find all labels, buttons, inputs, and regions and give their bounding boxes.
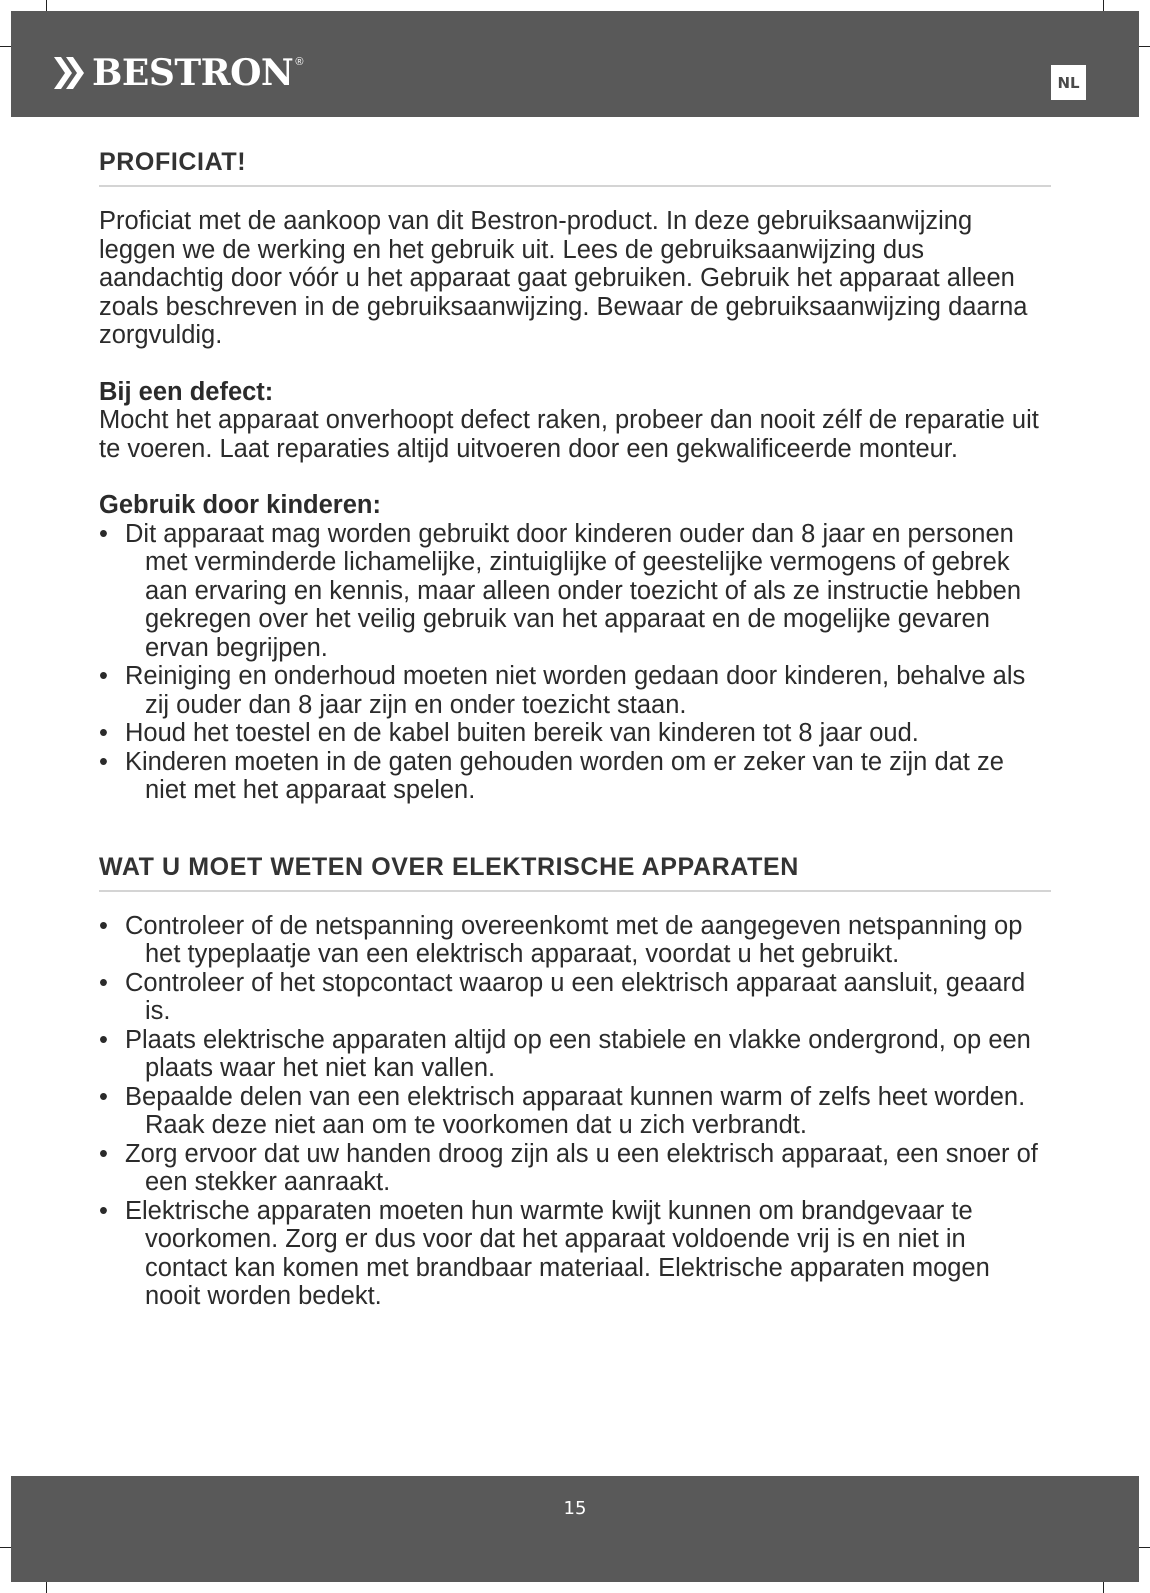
children-list: [99, 520, 1051, 805]
list-item: • Houd het toestel en de kabel buiten bereik van kinderen tot 8 jaar oud.: [99, 719, 919, 747]
section-title-electrical: WAT U MOET WETEN OVER ELEKTRISCHE APPARATEN: [99, 853, 1051, 892]
registered-mark: ®: [295, 56, 304, 68]
brand-logo: [52, 48, 303, 98]
defect-heading: Bij een defect:: [99, 377, 274, 406]
list-item: • Dit apparaat mag worden gebruikt door kinderen ouder dan 8 jaar en personen met verminderde lichamelijke, zintuiglijke of geestelijke vermogens of gebrek aan ervaring en kennis, maar alleen onder toezicht of als ze instructie hebben gekregen over het veilig gebruik van het apparaat en de mogelijke gevaren ervan begrijpen.: [99, 519, 1022, 662]
brand-name: BESTRON: [92, 52, 294, 94]
list-item: • Zorg ervoor dat uw handen droog zijn als u een elektrisch apparaat, een snoer of een stekker aanraakt.: [99, 1139, 1038, 1196]
list-item: • Elektrische apparaten moeten hun warmte kwijt kunnen om brandgevaar te voorkomen. Zorg er dus voor dat het apparaat voldoende vrij is en niet in contact kan komen met brandbaar materiaal. Elektrische apparaten mogen nooit worden bedekt.: [99, 1196, 990, 1310]
intro-paragraph: Proficiat met de aankoop van dit Bestron-product. In deze gebruiksaanwijzing leggen we de werking en het gebruik uit. Lees de gebruiksaanwijzing dus aandachtig door vóór u het apparaat gaat gebruiken. Gebruik het apparaat alleen zoals beschreven in de gebruiksaanwijzing. Bewaar de gebruiksaanwijzing daarna zorgvuldig.: [99, 207, 1028, 349]
section-title-proficiat: PROFICIAT!: [99, 148, 1051, 187]
list-item: • Controleer of de netspanning overeenkomt met de aangegeven netspanning op het typeplaatje van een elektrisch apparaat, voordat u het gebruikt.: [99, 911, 1023, 968]
list-item: • Controleer of het stopcontact waarop u een elektrisch apparaat aansluit, geaard is.: [99, 968, 1026, 1025]
page-number: 15: [563, 1498, 587, 1519]
children-heading: Gebruik door kinderen:: [99, 491, 381, 519]
list-item: • Plaats elektrische apparaten altijd op een stabiele en vlakke ondergrond, op een plaats waar het niet kan vallen.: [99, 1025, 1031, 1082]
language-badge: NL: [1051, 65, 1086, 100]
footer-bar: [11, 1476, 1139, 1582]
list-item: • Reiniging en onderhoud moeten niet worden gedaan door kinderen, behalve als zij ouder dan 8 jaar zijn en onder toezicht staan.: [99, 662, 1026, 719]
list-item: • Bepaalde delen van een elektrisch apparaat kunnen warm of zelfs heet worden. Raak deze niet aan om te voorkomen dat u zich verbrandt.: [99, 1082, 1026, 1139]
page-content: [99, 148, 1051, 1311]
chevron-logo-icon: [52, 53, 86, 93]
electrical-list: [99, 912, 1051, 1311]
defect-paragraph: Mocht het apparaat onverhoopt defect raken, probeer dan nooit zélf de reparatie uit te voeren. Laat reparaties altijd uitvoeren door een gekwalificeerde monteur.: [99, 406, 1039, 463]
list-item: • Kinderen moeten in de gaten gehouden worden om er zeker van te zijn dat ze niet met het apparaat spelen.: [99, 747, 1004, 804]
